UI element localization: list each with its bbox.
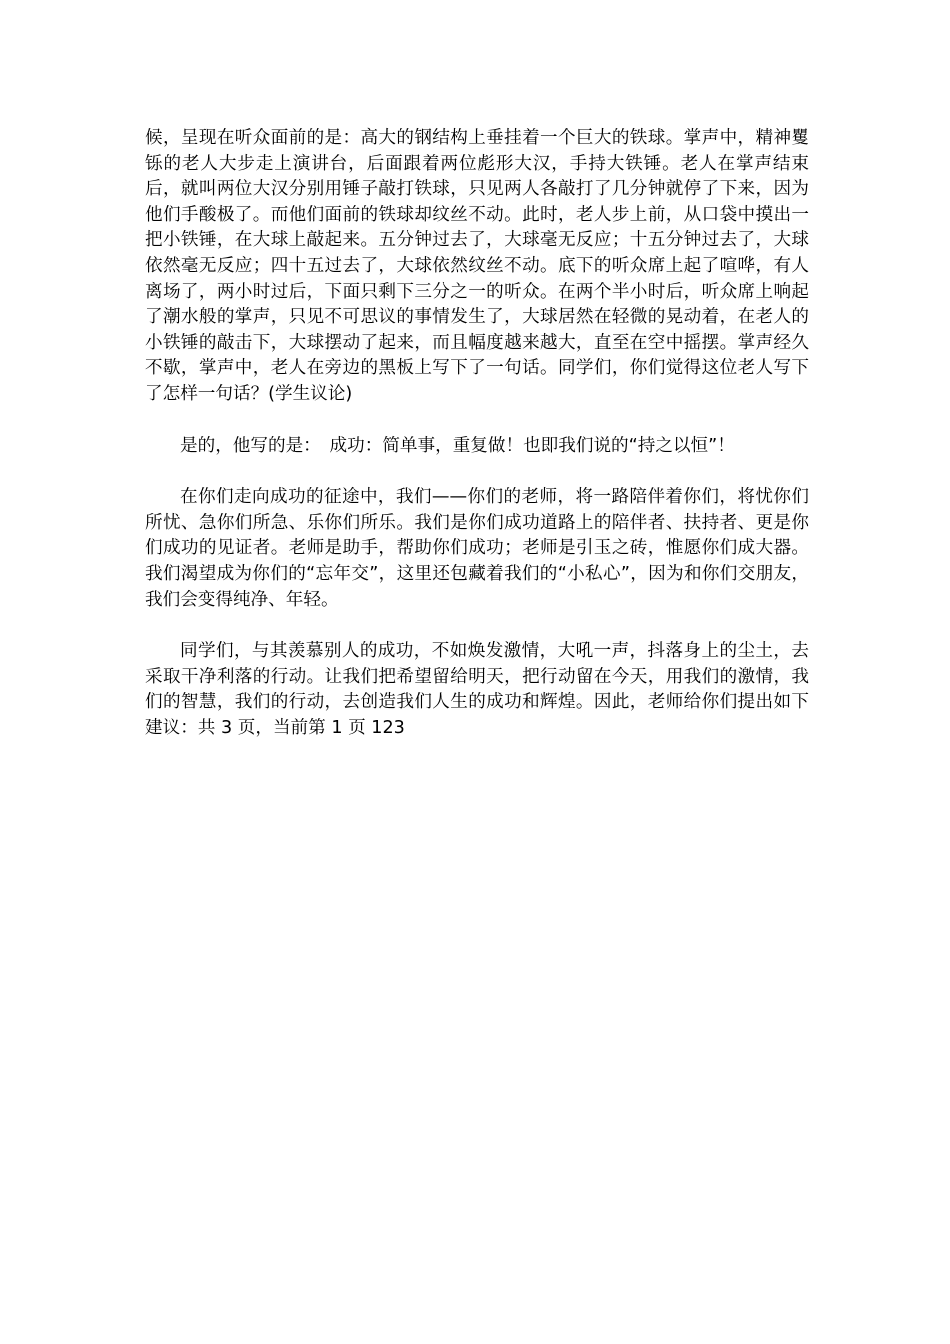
paragraph-story: 候，呈现在听众面前的是：高大的钢结构上垂挂着一个巨大的铁球。掌声中，精神矍铄的老人大步走上演讲台，后面跟着两位彪形大汉，手持大铁锤。老人在掌声结束后，就叫两位大汉分别用锤子敲打铁球，只见两人各敲打了几分钟就停了下来，因为他们手酸极了。而他们面前的铁球却纹丝不动。此时，老人步上前，从口袋中摸出一把小铁锤，在大球上敲起来。五分钟过去了，大球毫无反应；十五分钟过去了，大球依然毫无反应；四十五过去了，大球依然纹丝不动。底下的听众席上起了喧哗，有人离场了，两小时过后，下面只剩下三分之一的听众。在两个半小时后，听众席上响起了潮水般的掌声，只见不可思议的事情发生了，大球居然在轻微的晃动着，在老人的小铁锤的敲击下，大球摆动了起来，而且幅度越来越大，直至在空中摇摆。掌声经久不歇，掌声中，老人在旁边的黑板上写下了一句话。同学们，你们觉得这位老人写下了怎样一句话？(学生议论) (145, 128, 809, 404)
paragraph-teachers: 在你们走向成功的征途中，我们——你们的老师，将一路陪伴着你们，将忧你们所忧、急你们所急、乐你们所乐。我们是你们成功道路上的陪伴者、扶持者、更是你们成功的见证者。老师是助手，帮助你们成功；老师是引玉之砖，惟愿你们成大器。我们渴望成为你们的“忘年交”，这里还包藏着我们的“小私心”，因为和你们交朋友，我们会变得纯净、年轻。 (145, 487, 809, 610)
document-body (145, 126, 809, 741)
paragraph-quote: 是的，他写的是： 成功：简单事，重复做！也即我们说的“持之以恒”！ (180, 435, 735, 456)
paragraph-advice: 同学们，与其羡慕别人的成功，不如焕发激情，大吼一声，抖落身上的尘土，去采取干净利落的行动。让我们把希望留给明天，把行动留在今天，用我们的激情，我们的智慧，我们的行动，去创造我们人生的成功和辉煌。因此，老师给你们提出如下建议：共 3 页，当前第 1 页 123 (145, 641, 809, 738)
